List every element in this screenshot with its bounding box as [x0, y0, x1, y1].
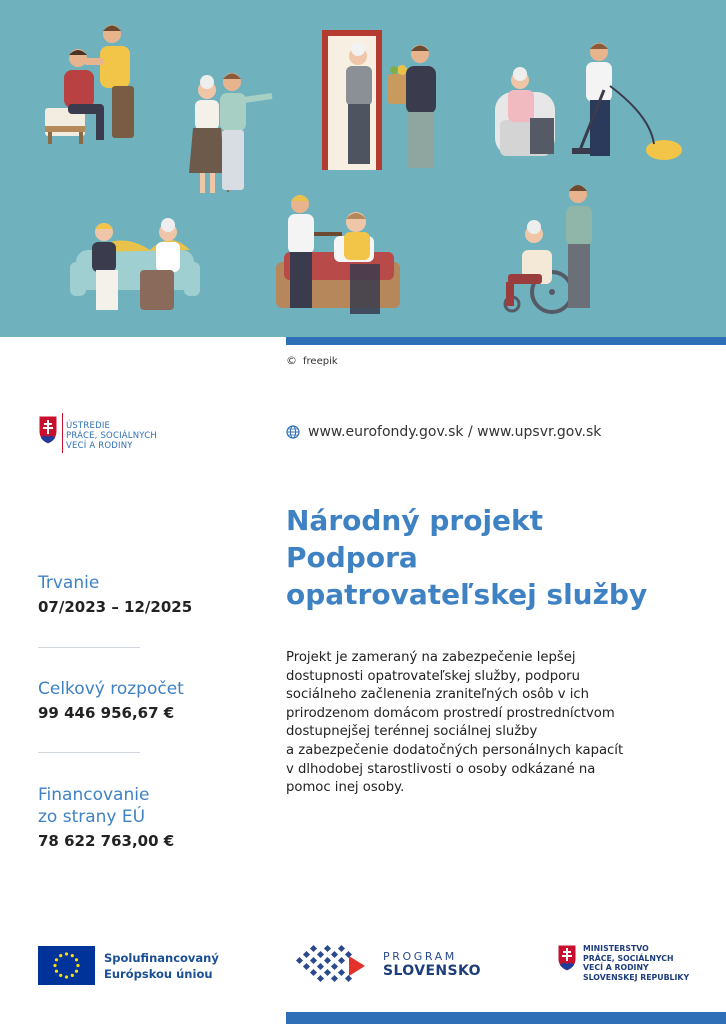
scene-vacuum — [495, 43, 682, 160]
image-credit — [286, 354, 338, 367]
scene-sofa — [70, 218, 200, 310]
program-slovensko-icon — [293, 944, 377, 988]
duration-label: Trvanie — [38, 573, 100, 593]
eu-flag-icon — [38, 946, 95, 985]
divider — [38, 752, 140, 753]
slovak-coat-of-arms-icon — [38, 415, 58, 445]
scene-doorway-groceries — [322, 30, 436, 170]
agency-logo-divider — [62, 413, 63, 453]
website-links[interactable] — [286, 424, 601, 440]
hero-accent-bar — [286, 337, 726, 345]
program-slovensko-logo — [293, 944, 493, 988]
credit-text: freepik — [303, 356, 338, 367]
scene-wheelchair — [505, 185, 592, 312]
ministry-name: MINISTERSTVO PRÁCE, SOCIÁLNYCH VECÍ A RODINY SLOVENSKEJ REPUBLIKY — [583, 944, 690, 982]
program-name: SLOVENSKO — [383, 963, 481, 979]
scene-helping-seated-man — [45, 25, 134, 144]
scene-bed — [276, 195, 400, 314]
copyright-symbol: © — [286, 354, 297, 367]
project-description: Projekt je zameraný na zabezpečenie lepšej dostupnosti opatrovateľskej služby, podporu sociálneho začlenenia zraniteľných osôb v ich prirodzenom domácom prostredí prostredníctvom dostupnejšej terénnej sociálnej služby a zabezpečenie dodatočných personálnych kapacít v dlhodobej starostlivosti o osoby odkázané na pomoc inej osoby. — [286, 650, 624, 796]
globe-icon — [286, 425, 300, 439]
slovak-coat-of-arms-icon — [557, 944, 577, 972]
budget-value: 99 446 956,67 € — [38, 704, 175, 722]
program-label: PROGRAM — [383, 950, 457, 963]
scene-elderly-walk — [189, 73, 272, 193]
eu-funding-value: 78 622 763,00 € — [38, 832, 175, 850]
budget-label: Celkový rozpočet — [38, 679, 184, 699]
eu-funding-label-line-1: Financovanie — [38, 785, 150, 805]
hero-illustration — [0, 0, 726, 337]
ministry-logo — [557, 944, 717, 994]
eu-cofinanced-text: Spolufinancovaný Európskou úniou — [104, 951, 219, 981]
project-title: Národný projekt Podpora opatrovateľskej služby — [286, 504, 648, 611]
caregivers-illustration — [0, 0, 726, 337]
bottom-accent-bar — [286, 1012, 726, 1024]
agency-name: ÚSTREDIE PRÁCE, SOCIÁLNYCH VECÍ A RODINY — [66, 421, 157, 451]
website-text[interactable]: www.eurofondy.gov.sk / www.upsvr.gov.sk — [308, 424, 602, 440]
duration-value: 07/2023 – 12/2025 — [38, 598, 193, 616]
divider — [38, 647, 140, 648]
eu-funding-label-line-2: zo strany EÚ — [38, 807, 146, 827]
agency-logo — [38, 413, 208, 457]
